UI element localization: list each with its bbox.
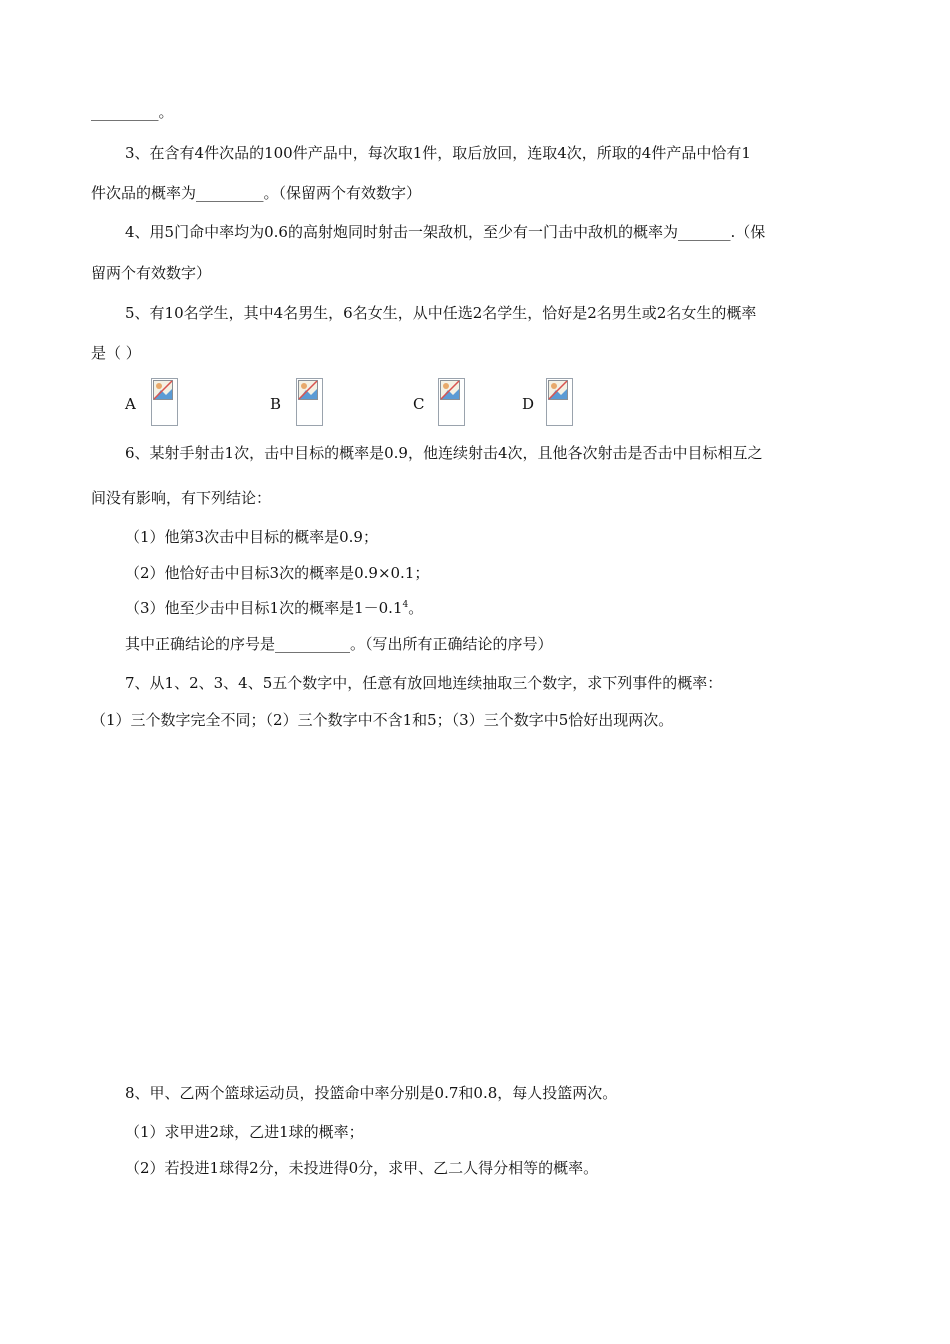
question-6-conclusion-1: （1）他第3次击中目标的概率是0.9； <box>125 528 378 546</box>
question-7-line-2: （1）三个数字完全不同；（2）三个数字中不含1和5；（3）三个数字中5恰好出现两次。 <box>91 711 674 729</box>
broken-image-icon <box>440 380 460 400</box>
option-b-image <box>296 378 323 426</box>
question-6-line-1: 6、某射手射击1次，击中目标的概率是0.9，他连续射击4次，且他各次射击是否击中目标相互之 <box>125 444 763 462</box>
question-6-answer-prompt: 其中正确结论的序号是__________。（写出所有正确结论的序号） <box>125 635 553 653</box>
question-8-line-1: 8、甲、乙两个篮球运动员，投篮命中率分别是0.7和0.8，每人投篮两次。 <box>125 1084 618 1102</box>
question-5-line-2: 是（ ） <box>91 344 141 362</box>
question-6-line-2: 间没有影响，有下列结论： <box>91 489 272 507</box>
option-b-label: B <box>270 395 282 413</box>
option-d-label: D <box>522 395 535 413</box>
question-7-line-1: 7、从1、2、3、4、5五个数字中，任意有放回地连续抽取三个数字，求下列事件的概率： <box>125 674 723 692</box>
answer-blank-line: _________。 <box>91 103 174 121</box>
conclusion-3-text: （3）他至少击中目标1次的概率是1－0.1 <box>125 599 403 617</box>
question-8-part-2: （2）若投进1球得2分，未投进得0分，求甲、乙二人得分相等的概率。 <box>125 1159 599 1177</box>
broken-image-icon <box>298 380 318 400</box>
question-4-line-1: 4、用5门命中率均为0.6的高射炮同时射击一架敌机，至少有一门击中敌机的概率为_______.（保 <box>125 223 766 241</box>
question-5-line-1: 5、有10名学生，其中4名男生，6名女生，从中任选2名学生，恰好是2名男生或2名女生的概率 <box>125 304 757 322</box>
option-a-image <box>151 378 178 426</box>
question-6-conclusion-2: （2）他恰好击中目标3次的概率是0.9×0.1； <box>125 564 430 582</box>
broken-image-icon <box>153 380 173 400</box>
question-4-line-2: 留两个有效数字） <box>91 264 212 282</box>
conclusion-3-end: 。 <box>408 599 424 617</box>
option-c-image <box>438 378 465 426</box>
exponent: 4 <box>402 600 409 610</box>
option-d-image <box>546 378 573 426</box>
question-3-line-2: 件次品的概率为_________。（保留两个有效数字） <box>91 184 422 202</box>
question-6-conclusion-3 <box>125 598 423 618</box>
question-3-line-1: 3、在含有4件次品的100件产品中，每次取1件，取后放回，连取4次，所取的4件产品中恰有1 <box>125 144 751 162</box>
question-8-part-1: （1）求甲进2球，乙进1球的概率； <box>125 1123 364 1141</box>
option-c-label: C <box>413 395 425 413</box>
option-a-label: A <box>125 395 136 413</box>
broken-image-icon <box>548 380 568 400</box>
